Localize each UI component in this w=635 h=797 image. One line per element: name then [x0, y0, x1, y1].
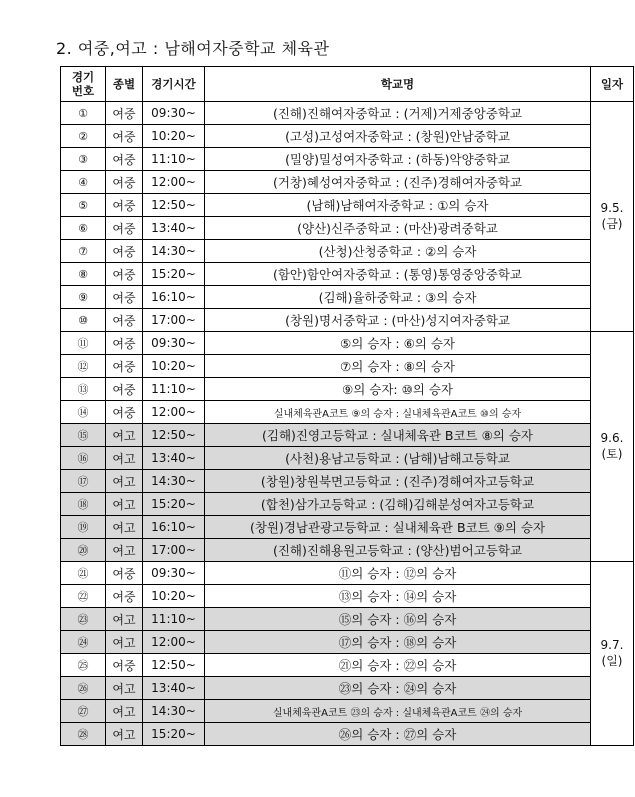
table-row: [61, 424, 634, 447]
table-row: [61, 677, 634, 700]
table-row: [61, 378, 634, 401]
match-number: ⑰: [61, 470, 106, 493]
match-time: 17:00~: [143, 539, 205, 562]
matchup: 실내체육관A코트 ㉓의 승자 : 실내체육관A코트 ㉔의 승자: [205, 700, 591, 723]
division: 여고: [106, 516, 143, 539]
match-time: 15:20~: [143, 493, 205, 516]
division: 여고: [106, 470, 143, 493]
match-number: ㉑: [61, 562, 106, 585]
match-time: 11:10~: [143, 148, 205, 171]
matchup: ㉖의 승자 : ㉗의 승자: [205, 723, 591, 746]
division: 여고: [106, 608, 143, 631]
header-row: [61, 67, 634, 102]
header-date: 일자: [591, 67, 634, 102]
matchup: (진해)진해여자중학교 : (거제)거제중앙중학교: [205, 102, 591, 125]
matchup: (산청)산청중학교 : ②의 승자: [205, 240, 591, 263]
table-row: [61, 447, 634, 470]
table-row: [61, 700, 634, 723]
match-number: ⑭: [61, 401, 106, 424]
match-time: 14:30~: [143, 240, 205, 263]
matchup: ⑬의 승자 : ⑭의 승자: [205, 585, 591, 608]
table-row: [61, 194, 634, 217]
division: 여고: [106, 424, 143, 447]
match-time: 10:20~: [143, 585, 205, 608]
match-time: 09:30~: [143, 562, 205, 585]
match-number: ⑬: [61, 378, 106, 401]
match-number: ㉗: [61, 700, 106, 723]
division: 여중: [106, 148, 143, 171]
match-time: 15:20~: [143, 723, 205, 746]
table-row: [61, 309, 634, 332]
matchup: ㉓의 승자 : ㉔의 승자: [205, 677, 591, 700]
match-number: ⑲: [61, 516, 106, 539]
match-time: 11:10~: [143, 608, 205, 631]
match-time: 16:10~: [143, 516, 205, 539]
match-number: ⑧: [61, 263, 106, 286]
match-time: 16:10~: [143, 286, 205, 309]
table-row: [61, 332, 634, 355]
page-title: 2. 여중,여고 : 남해여자중학교 체육관: [56, 39, 330, 58]
match-number: ⑪: [61, 332, 106, 355]
table-row: [61, 723, 634, 746]
header-school: 학교명: [205, 67, 591, 102]
table-row: [61, 148, 634, 171]
division: 여중: [106, 240, 143, 263]
matchup: ⑮의 승자 : ⑯의 승자: [205, 608, 591, 631]
division: 여중: [106, 125, 143, 148]
division: 여중: [106, 286, 143, 309]
division: 여고: [106, 700, 143, 723]
header-no: 경기 번호: [61, 67, 106, 102]
table-row: [61, 585, 634, 608]
division: 여고: [106, 539, 143, 562]
division: 여고: [106, 677, 143, 700]
match-number: ⑳: [61, 539, 106, 562]
match-time: 15:20~: [143, 263, 205, 286]
header-time: 경기시간: [143, 67, 205, 102]
matchup: ⑦의 승자 : ⑧의 승자: [205, 355, 591, 378]
division: 여중: [106, 309, 143, 332]
match-date: 9.7.(일): [591, 562, 634, 746]
match-time: 10:20~: [143, 355, 205, 378]
division: 여중: [106, 263, 143, 286]
match-time: 12:00~: [143, 631, 205, 654]
matchup: 실내체육관A코트 ⑨의 승자 : 실내체육관A코트 ⑩의 승자: [205, 401, 591, 424]
matchup: (양산)신주중학교 : (마산)광려중학교: [205, 217, 591, 240]
table-row: [61, 539, 634, 562]
matchup: (고성)고성여자중학교 : (창원)안남중학교: [205, 125, 591, 148]
division: 여중: [106, 585, 143, 608]
match-date: 9.6.(토): [591, 332, 634, 562]
match-number: ⑮: [61, 424, 106, 447]
division: 여중: [106, 654, 143, 677]
match-number: ②: [61, 125, 106, 148]
match-number: ⑦: [61, 240, 106, 263]
division: 여중: [106, 194, 143, 217]
division: 여중: [106, 171, 143, 194]
matchup: (밀양)밀성여자중학교 : (하동)악양중학교: [205, 148, 591, 171]
match-number: ⑥: [61, 217, 106, 240]
matchup: (사천)용남고등학교 : (남해)남해고등학교: [205, 447, 591, 470]
table-row: [61, 654, 634, 677]
table-row: [61, 401, 634, 424]
matchup: (진해)진해용원고등학교 : (양산)범어고등학교: [205, 539, 591, 562]
division: 여고: [106, 631, 143, 654]
table-row: [61, 263, 634, 286]
matchup: (합천)삼가고등학교 : (김해)김해분성여자고등학교: [205, 493, 591, 516]
table-row: [61, 286, 634, 309]
matchup: (창원)명서중학교 : (마산)성지여자중학교: [205, 309, 591, 332]
match-time: 13:40~: [143, 677, 205, 700]
match-time: 13:40~: [143, 217, 205, 240]
table-row: [61, 240, 634, 263]
match-time: 12:50~: [143, 424, 205, 447]
match-number: ③: [61, 148, 106, 171]
table-row: [61, 217, 634, 240]
match-number: ⑱: [61, 493, 106, 516]
match-time: 14:30~: [143, 470, 205, 493]
match-number: ⑯: [61, 447, 106, 470]
schedule-body: [61, 102, 634, 746]
match-number: ㉘: [61, 723, 106, 746]
table-row: [61, 562, 634, 585]
division: 여중: [106, 332, 143, 355]
table-row: [61, 516, 634, 539]
table-row: [61, 102, 634, 125]
match-time: 12:00~: [143, 171, 205, 194]
match-time: 09:30~: [143, 332, 205, 355]
match-time: 12:50~: [143, 654, 205, 677]
match-time: 11:10~: [143, 378, 205, 401]
division: 여중: [106, 102, 143, 125]
matchup: (김해)율하중학교 : ③의 승자: [205, 286, 591, 309]
match-time: 09:30~: [143, 102, 205, 125]
matchup: (함안)함안여자중학교 : (통영)통영중앙중학교: [205, 263, 591, 286]
match-number: ④: [61, 171, 106, 194]
match-number: ⑫: [61, 355, 106, 378]
match-number: ㉒: [61, 585, 106, 608]
match-time: 17:00~: [143, 309, 205, 332]
division: 여중: [106, 401, 143, 424]
match-time: 12:50~: [143, 194, 205, 217]
match-number: ⑤: [61, 194, 106, 217]
table-row: [61, 171, 634, 194]
match-number: ㉕: [61, 654, 106, 677]
match-date: 9.5.(금): [591, 102, 634, 332]
matchup: ⑨의 승자: ⑩의 승자: [205, 378, 591, 401]
match-time: 12:00~: [143, 401, 205, 424]
matchup: ㉑의 승자 : ㉒의 승자: [205, 654, 591, 677]
matchup: (거창)혜성여자중학교 : (진주)경해여자중학교: [205, 171, 591, 194]
table-row: [61, 470, 634, 493]
match-number: ⑩: [61, 309, 106, 332]
match-number: ㉔: [61, 631, 106, 654]
matchup: (김해)진영고등학교 : 실내체육관 B코트 ⑧의 승자: [205, 424, 591, 447]
matchup: (남해)남해여자중학교 : ①의 승자: [205, 194, 591, 217]
division: 여중: [106, 378, 143, 401]
division: 여중: [106, 562, 143, 585]
division: 여고: [106, 447, 143, 470]
table-row: [61, 355, 634, 378]
matchup: ⑪의 승자 : ⑫의 승자: [205, 562, 591, 585]
match-time: 14:30~: [143, 700, 205, 723]
match-number: ㉖: [61, 677, 106, 700]
table-row: [61, 631, 634, 654]
header-type: 종별: [106, 67, 143, 102]
division: 여중: [106, 355, 143, 378]
match-number: ㉓: [61, 608, 106, 631]
table-row: [61, 125, 634, 148]
division: 여고: [106, 493, 143, 516]
match-number: ①: [61, 102, 106, 125]
division: 여고: [106, 723, 143, 746]
division: 여중: [106, 217, 143, 240]
matchup: ⑤의 승자 : ⑥의 승자: [205, 332, 591, 355]
matchup: (창원)창원북면고등학교 : (진주)경해여자고등학교: [205, 470, 591, 493]
match-time: 13:40~: [143, 447, 205, 470]
matchup: (창원)경남관광고등학교 : 실내체육관 B코트 ⑨의 승자: [205, 516, 591, 539]
table-row: [61, 608, 634, 631]
table-row: [61, 493, 634, 516]
matchup: ⑰의 승자 : ⑱의 승자: [205, 631, 591, 654]
match-time: 10:20~: [143, 125, 205, 148]
match-number: ⑨: [61, 286, 106, 309]
schedule-table: [60, 66, 634, 746]
